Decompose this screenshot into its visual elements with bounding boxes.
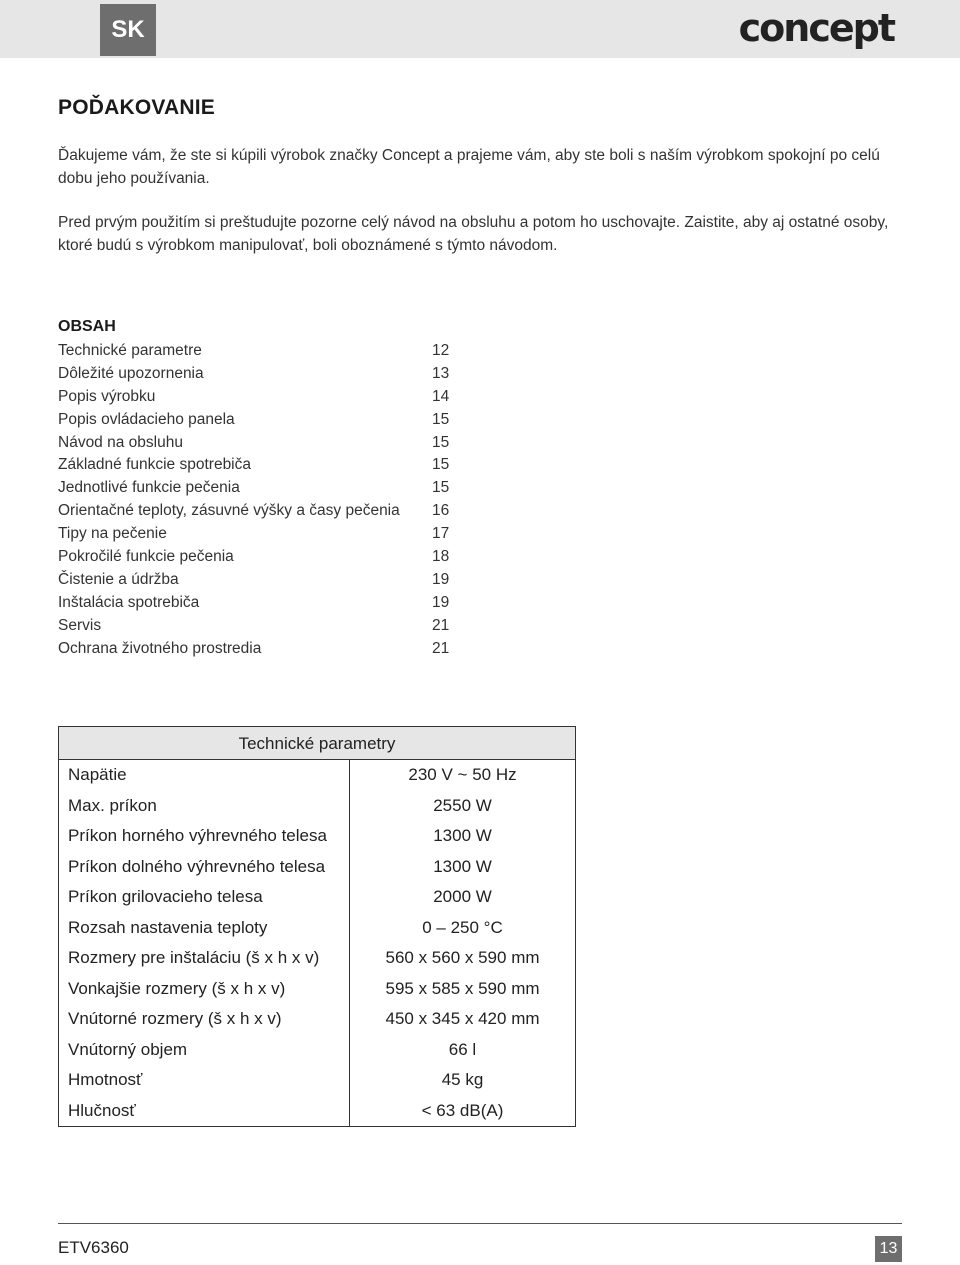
table-row — [59, 852, 576, 883]
toc-item-label: Základné funkcie spotrebiča — [58, 456, 252, 474]
toc-item — [58, 340, 458, 363]
page-number: 13 — [875, 1236, 902, 1262]
spec-label: Vonkajšie rozmery (š x h x v) — [59, 974, 350, 1005]
toc-item-page: 12 — [432, 342, 450, 359]
toc-item — [58, 592, 458, 615]
toc-item-label: Čistenie a údržba — [58, 570, 179, 588]
spec-label: Príkon dolného výhrevného telesa — [59, 852, 350, 883]
spec-value: 0 – 250 °C — [350, 913, 576, 944]
toc-item-label: Pokročilé funkcie pečenia — [58, 548, 234, 566]
table-row — [59, 882, 576, 913]
intro-paragraph-2: Pred prvým použitím si preštudujte pozorne celý návod na obsluhu a potom ho uschovajte. Zaistite, aby aj ostatné osoby, ktoré budú s výrobkom manipulovať, boli oboznámené s týmto návodom. — [58, 214, 889, 254]
table-row — [59, 913, 576, 944]
toc-item-page: 21 — [432, 616, 450, 634]
spec-value: 595 x 585 x 590 mm — [350, 974, 576, 1005]
spec-label: Rozmery pre inštaláciu (š x h x v) — [59, 943, 350, 974]
toc-item-label: Popis výrobku — [58, 387, 156, 405]
toc-item-label: Popis ovládacieho panela — [58, 410, 235, 428]
spec-label: Vnútorné rozmery (š x h x v) — [59, 1004, 350, 1035]
spec-value: 450 x 345 x 420 mm — [350, 1004, 576, 1035]
toc-item-label: Orientačné teploty, zásuvné výšky a časy pečenia — [58, 502, 400, 520]
table-row — [59, 974, 576, 1005]
table-row — [59, 760, 576, 791]
table-row — [59, 943, 576, 974]
spec-value: 45 kg — [350, 1065, 576, 1096]
toc-item-label: Dôležité upozornenia — [58, 364, 204, 382]
spec-table-header-row — [59, 727, 576, 760]
toc-item-page: 15 — [432, 479, 450, 497]
spec-table-title: Technické parametry — [59, 727, 576, 760]
table-row — [59, 791, 576, 822]
toc-item-page: 16 — [432, 502, 450, 520]
toc-item-page: 15 — [432, 433, 450, 451]
toc-item-page: 13 — [432, 364, 450, 382]
spec-label: Príkon horného výhrevného telesa — [59, 821, 350, 852]
toc-item-page: 17 — [432, 525, 450, 543]
toc-item — [58, 615, 458, 638]
spec-label: Max. príkon — [59, 791, 350, 822]
toc-item — [58, 523, 458, 546]
toc-item-label: Servis — [58, 616, 102, 634]
language-badge: SK — [100, 4, 156, 56]
toc-item — [58, 477, 458, 500]
toc-item-label: Tipy na pečenie — [58, 525, 167, 543]
spec-table — [58, 726, 576, 1127]
toc-item — [58, 569, 458, 592]
spec-value: 1300 W — [350, 821, 576, 852]
spec-value: 230 V ~ 50 Hz — [350, 760, 576, 791]
intro-paragraph-1: Ďakujeme vám, že ste si kúpili výrobok značky Concept a prajeme vám, aby ste boli s naším výrobkom spokojní po celú dobu jeho používania. — [58, 147, 880, 187]
table-row — [59, 821, 576, 852]
toc-item-page: 14 — [432, 387, 450, 405]
spec-label: Hmotnosť — [59, 1065, 350, 1096]
spec-label: Rozsah nastavenia teploty — [59, 913, 350, 944]
footer-divider — [58, 1223, 902, 1224]
toc-item-page: 21 — [432, 639, 450, 657]
spec-label: Hlučnosť — [59, 1096, 350, 1127]
spec-value: 1300 W — [350, 852, 576, 883]
toc-title: OBSAH — [58, 318, 116, 335]
toc-item — [58, 500, 458, 523]
spec-value: 66 l — [350, 1035, 576, 1066]
spec-value: < 63 dB(A) — [350, 1096, 576, 1127]
spec-value: 560 x 560 x 590 mm — [350, 943, 576, 974]
toc-item-page: 18 — [432, 548, 450, 566]
toc-item — [58, 432, 458, 455]
header-bar — [0, 0, 960, 58]
table-row — [59, 1004, 576, 1035]
table-of-contents — [58, 340, 458, 660]
toc-item-page: 19 — [432, 570, 450, 588]
brand-logo: concept — [738, 6, 894, 50]
spec-label: Napätie — [59, 760, 350, 791]
toc-item — [58, 454, 458, 477]
spec-value: 2550 W — [350, 791, 576, 822]
toc-item — [58, 386, 458, 409]
toc-item — [58, 409, 458, 432]
toc-item-page: 15 — [432, 410, 450, 428]
toc-item — [58, 638, 458, 661]
toc-item-label: Návod na obsluhu — [58, 433, 183, 451]
toc-item — [58, 546, 458, 569]
toc-item — [58, 363, 458, 386]
model-number: ETV6360 — [58, 1238, 129, 1257]
table-row — [59, 1096, 576, 1127]
toc-item-label: Jednotlivé funkcie pečenia — [58, 479, 240, 497]
spec-label: Vnútorný objem — [59, 1035, 350, 1066]
table-row — [59, 1035, 576, 1066]
toc-item-label: Technické parametre — [58, 342, 202, 359]
table-row — [59, 1065, 576, 1096]
toc-item-page: 19 — [432, 593, 450, 611]
page-title: POĎAKOVANIE — [58, 96, 215, 119]
toc-item-page: 15 — [432, 456, 450, 474]
spec-value: 2000 W — [350, 882, 576, 913]
toc-item-label: Inštalácia spotrebiča — [58, 593, 200, 611]
spec-label: Príkon grilovacieho telesa — [59, 882, 350, 913]
toc-item-label: Ochrana životného prostredia — [58, 639, 262, 657]
